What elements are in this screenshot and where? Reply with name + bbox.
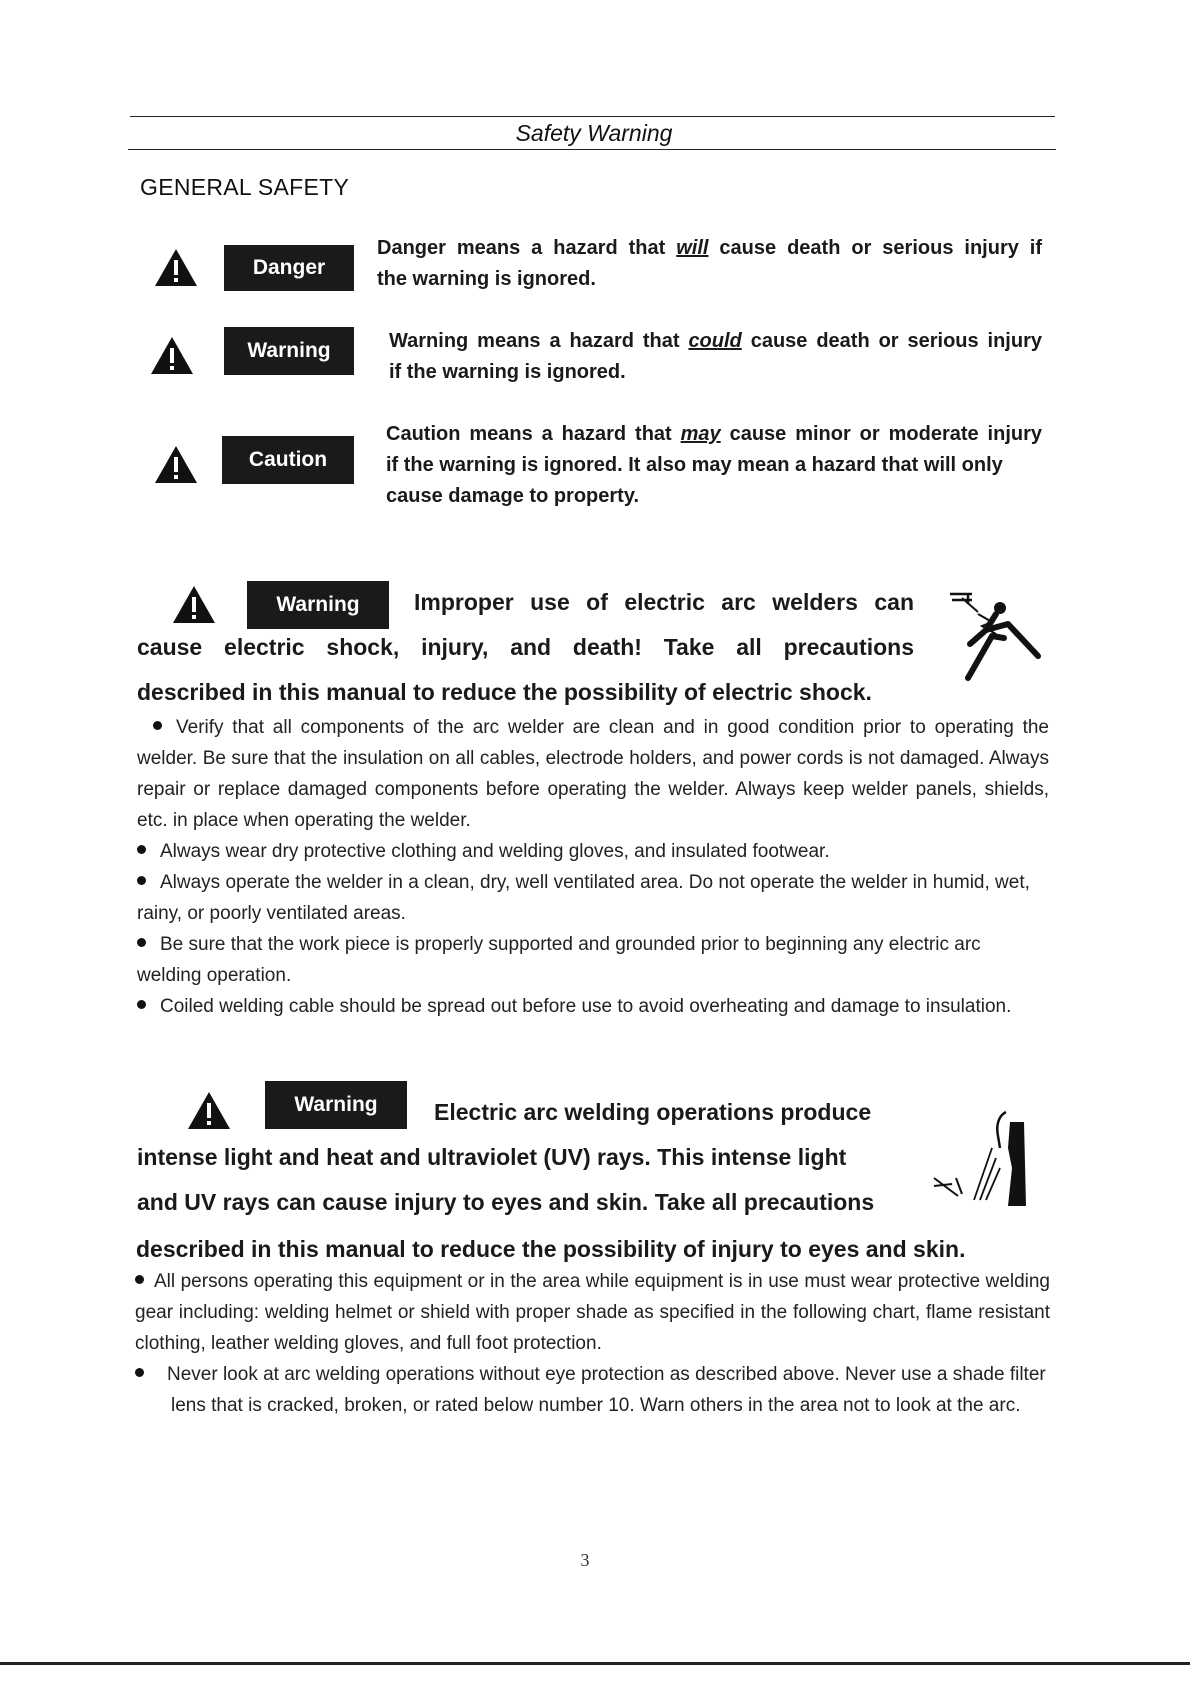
danger-badge: Danger	[224, 245, 354, 291]
list-item: Coiled welding cable should be spread out before use to avoid overheating and damage to insulation.	[137, 991, 1049, 1022]
uv-headline-line1: Electric arc welding operations produce	[434, 1099, 872, 1125]
caution-definition: Caution means a hazard that may cause minor or moderate injury if the warning is ignored. It also may mean a hazard that will only cause damage to property.	[386, 423, 1042, 507]
uv-bullet-list	[135, 1266, 1050, 1421]
page-title: Safety Warning	[515, 120, 673, 146]
shock-warning-badge: Warning	[247, 581, 389, 629]
bullet-icon	[135, 1368, 144, 1377]
shock-headline-line1: Improper use of electric arc welders can	[414, 589, 914, 615]
shock-headline-line3: described in this manual to reduce the possibility of electric shock.	[137, 679, 872, 705]
uv-headline-line4: described in this manual to reduce the possibility of injury to eyes and skin.	[136, 1236, 966, 1262]
bullet-icon	[137, 1000, 146, 1009]
shock-headline-line2: cause electric shock, injury, and death! Take all precautions	[137, 634, 914, 660]
list-item: Always operate the welder in a clean, dry, well ventilated area. Do not operate the welder in humid, wet, rainy, or poorly ventilated areas.	[137, 872, 1030, 924]
list-item: Verify that all components of the arc welder are clean and in good condition prior to operating the welder. Be sure that the insulation on all cables, electrode holders, and power cords is not damaged. Always repair or replace damaged components before operating the welder. Always keep welder panels, shields, etc. in place when operating the welder.	[137, 717, 1049, 831]
section-heading: GENERAL SAFETY	[140, 174, 350, 200]
list-item: Always wear dry protective clothing and welding gloves, and insulated footwear.	[137, 836, 1049, 867]
bullet-icon	[137, 938, 146, 947]
uv-warning-badge: Warning	[265, 1081, 407, 1129]
warning-triangle-icon	[172, 584, 216, 624]
bullet-icon	[137, 845, 146, 854]
shock-bullet-list	[137, 712, 1049, 1022]
warning-definition: Warning means a hazard that could cause death or serious injury if the warning is ignored.	[389, 330, 1042, 383]
list-item: Never look at arc welding operations without eye protection as described above. Never use a shade filter lens that is cracked, broken, or rated below number 10. Warn others in the area not to look at the arc.	[135, 1359, 1050, 1421]
warning-triangle-icon	[150, 335, 194, 375]
list-item: Be sure that the work piece is properly supported and grounded prior to beginning any electric arc welding operation.	[137, 934, 981, 986]
welding-helmet-icon	[932, 1108, 1036, 1208]
warning-triangle-icon	[154, 444, 198, 484]
bullet-icon	[135, 1275, 144, 1284]
list-item: All persons operating this equipment or in the area while equipment is in use must wear protective welding gear including: welding helmet or shield with proper shade as specified in the following chart, flame resistant clothing, leather welding gloves, and full foot protection.	[135, 1271, 1050, 1354]
electric-shock-icon	[948, 590, 1052, 690]
warning-triangle-icon	[154, 247, 198, 287]
page-number: 3	[580, 1550, 590, 1570]
uv-headline-line2: intense light and heat and ultraviolet (UV) rays. This intense light	[137, 1144, 847, 1170]
uv-headline-line3: and UV rays can cause injury to eyes and skin. Take all precautions	[137, 1189, 875, 1215]
warning-triangle-icon	[187, 1090, 231, 1130]
danger-definition: Danger means a hazard that will cause death or serious injury if the warning is ignored.	[377, 237, 1043, 290]
warning-badge: Warning	[224, 327, 354, 375]
header-top-rule	[130, 116, 1055, 117]
bullet-icon	[153, 721, 162, 730]
bottom-rule	[0, 1662, 1190, 1665]
bullet-icon	[137, 876, 146, 885]
caution-badge: Caution	[222, 436, 354, 484]
header-bottom-rule	[128, 149, 1056, 150]
